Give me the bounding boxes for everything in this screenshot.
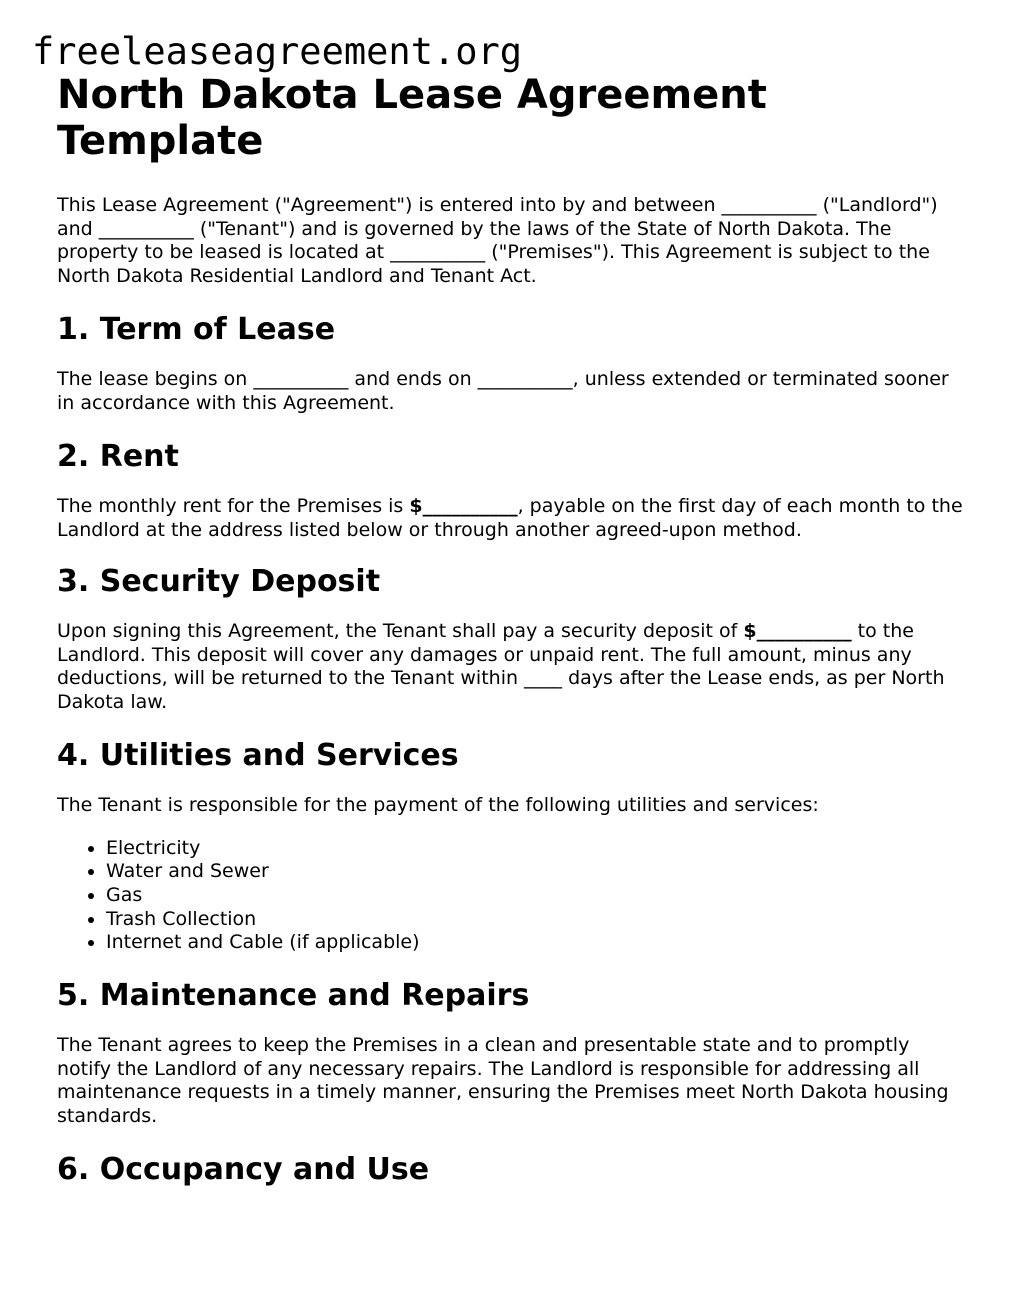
- rent-text-before: The monthly rent for the Premises is: [57, 495, 410, 517]
- section-text-rent: [57, 495, 967, 542]
- deposit-text-before: Upon signing this Agreement, the Tenant shall pay a security deposit of: [57, 620, 744, 642]
- document-page: [57, 72, 967, 1188]
- deposit-amount-blank: $__________: [743, 620, 852, 642]
- list-item: • Electricity: [106, 837, 967, 861]
- section-heading-occupancy: 6. Occupancy and Use: [57, 1152, 430, 1188]
- section-text-term: The lease begins on __________ and ends on __________, unless extended or terminated sooner in accordance with this Agreement.: [57, 368, 949, 414]
- rent-text-after: , payable on the first day of each month to the Landlord at the address listed below or through another agreed-upon method.: [57, 495, 963, 541]
- section-heading-maintenance: 5. Maintenance and Repairs: [57, 978, 530, 1014]
- list-item: • Water and Sewer: [106, 860, 967, 884]
- document-title: North Dakota Lease Agreement Template: [57, 72, 767, 164]
- rent-amount-blank: $__________: [409, 495, 518, 517]
- section-heading-deposit: 3. Security Deposit: [57, 564, 381, 599]
- section-heading-utilities: 4. Utilities and Services: [57, 738, 459, 773]
- list-item: • Trash Collection: [106, 908, 967, 932]
- utilities-list: [57, 837, 967, 956]
- deposit-text-after: to the Landlord. This deposit will cover any damages or unpaid rent. The full amount, minus any deductions, will be returned to the Tenant within ____ days after the Lease ends, as per North Dakota law.: [57, 620, 945, 713]
- intro-paragraph: This Lease Agreement ("Agreement") is entered into by and between __________ ("Landlord") and __________ ("Tenant") and is governed by the laws of the State of North Dakota. The property to be leased is located at __________ ("Premises"). This Agreement is subject to the North Dakota Residential Landlord and Tenant Act.: [57, 194, 938, 287]
- section-text-utilities: The Tenant is responsible for the payment of the following utilities and services:: [57, 794, 819, 816]
- section-heading-rent: 2. Rent: [57, 439, 179, 474]
- section-text-deposit: [57, 620, 967, 714]
- site-watermark: freeleaseagreement.org: [32, 30, 523, 73]
- list-item: • Gas: [106, 884, 967, 908]
- section-heading-term: 1. Term of Lease: [57, 312, 336, 347]
- list-item: • Internet and Cable (if applicable): [106, 931, 967, 955]
- section-text-maintenance: The Tenant agrees to keep the Premises in a clean and presentable state and to promptly notify the Landlord of any necessary repairs. The Landlord is responsible for addressing all maintenance requests in a timely manner, ensuring the Premises meet North Dakota housing standards.: [57, 1034, 949, 1127]
